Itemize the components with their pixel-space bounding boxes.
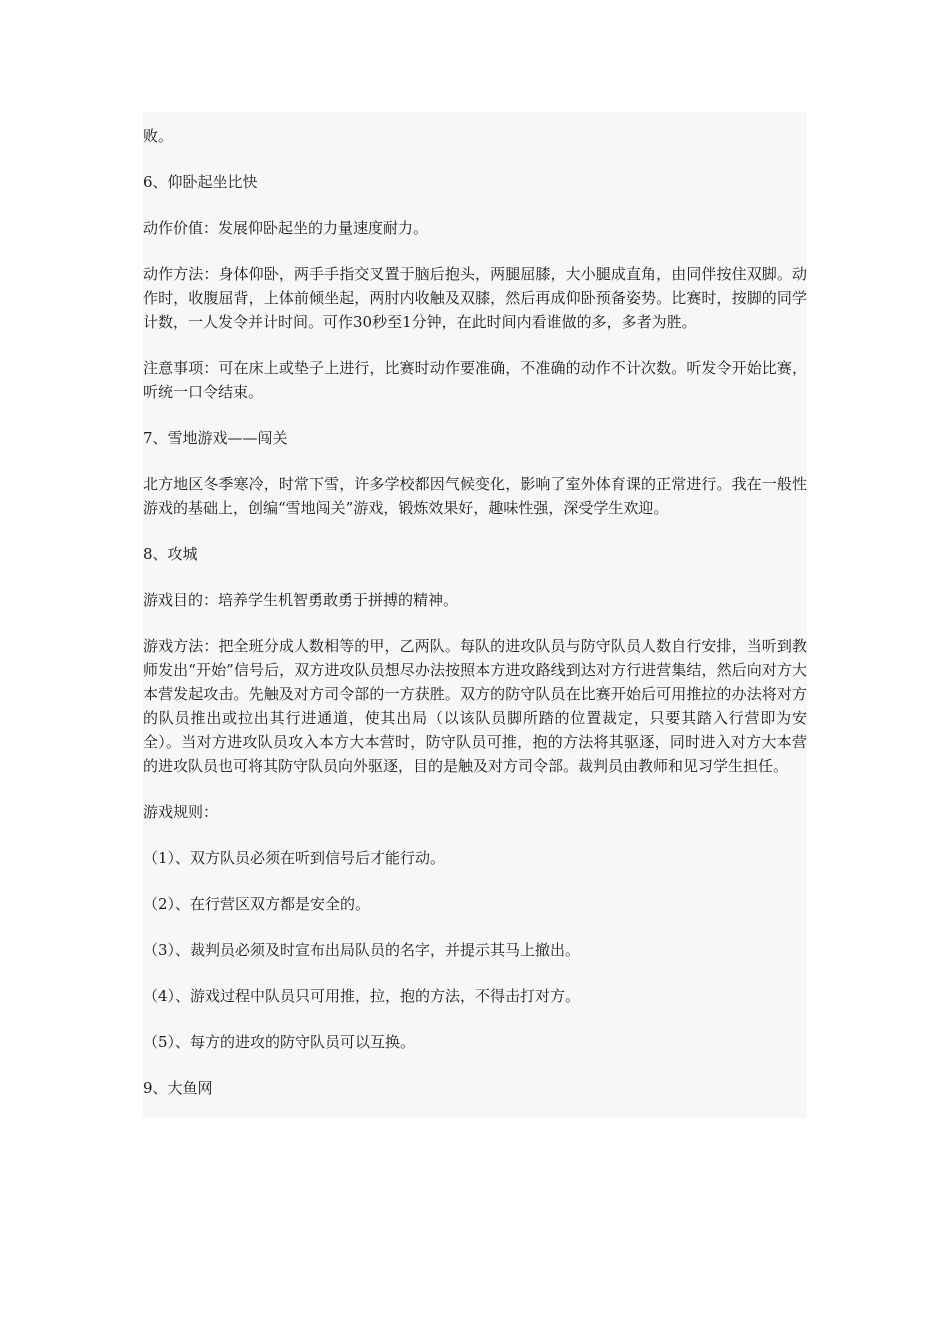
rule-item-5: （5）、每方的进攻的防守队员可以互换。 xyxy=(143,1033,416,1051)
rule-item-2: （2）、在行营区双方都是安全的。 xyxy=(143,895,371,913)
section-heading-8: 8、攻城 xyxy=(143,545,198,563)
paragraph-action-method: 动作方法：身体仰卧，两手手指交叉置于脑后抱头，两腿屈膝，大小腿成直角，由同伴按住双脚。动作时，收腹屈背，上体前倾坐起，两肘内收触及双膝，然后再成仰卧预备姿势。比赛时，按脚的同学计数，一人发令并计时间。可作30秒至1分钟，在此时间内看谁做的多，多者为胜。 xyxy=(143,265,807,331)
paragraph-game-method: 游戏方法：把全班分成人数相等的甲，乙两队。每队的进攻队员与防守队员人数自行安排，当听到教师发出“开始”信号后，双方进攻队员想尽办法按照本方进攻路线到达对方行进营集结，然后向对方大本营发起攻击。先触及对方司令部的一方获胜。双方的防守队员在比赛开始后可用推拉的办法将对方的队员推出或拉出其行进通道，使其出局（以该队员脚所踏的位置裁定，只要其踏入行营即为安全）。当对方进攻队员攻入本方大本营时，防守队员可推，抱的方法将其驱逐，同时进入对方大本营的进攻队员也可将其防守队员向外驱逐，目的是触及对方司令部。裁判员由教师和见习学生担任。 xyxy=(143,637,807,775)
paragraph-game-rules-title: 游戏规则： xyxy=(143,803,219,821)
rule-item-4: （4）、游戏过程中队员只可用推，拉，抱的方法，不得击打对方。 xyxy=(143,987,581,1005)
paragraph-continuation: 败。 xyxy=(143,127,174,145)
rule-item-3: （3）、裁判员必须及时宣布出局队员的名字，并提示其马上撤出。 xyxy=(143,941,581,959)
section-heading-6: 6、仰卧起坐比快 xyxy=(143,173,258,191)
paragraph-game-purpose: 游戏目的：培养学生机智勇敢勇于拼搏的精神。 xyxy=(143,591,459,609)
paragraph-action-value: 动作价值：发展仰卧起坐的力量速度耐力。 xyxy=(143,219,429,237)
section-heading-7: 7、雪地游戏——闯关 xyxy=(143,429,288,447)
rule-item-1: （1）、双方队员必须在听到信号后才能行动。 xyxy=(143,849,446,867)
section-heading-9: 9、大鱼网 xyxy=(143,1079,213,1097)
paragraph-snow-game: 北方地区冬季寒冷，时常下雪，许多学校都因气候变化，影响了室外体育课的正常进行。我在一般性游戏的基础上，创编“雪地闯关”游戏，锻炼效果好，趣味性强，深受学生欢迎。 xyxy=(143,475,807,517)
paragraph-notes: 注意事项：可在床上或垫子上进行，比赛时动作要准确，不准确的动作不计次数。听发令开始比赛，听统一口令结束。 xyxy=(143,359,807,401)
document-body xyxy=(143,112,807,1118)
